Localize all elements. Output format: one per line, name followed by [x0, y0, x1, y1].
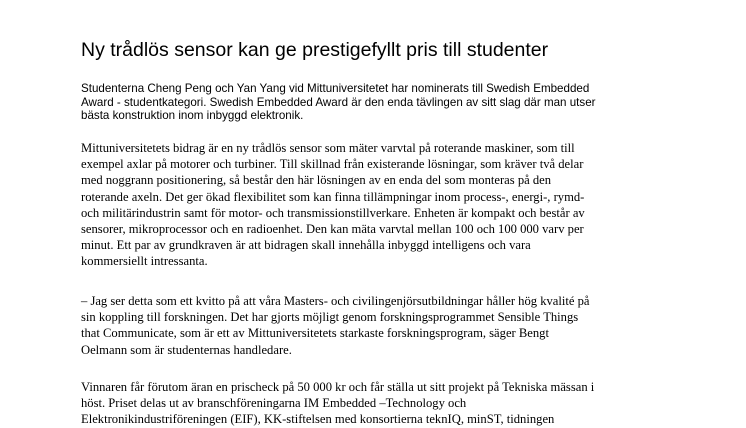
paragraph-line: that Communicate, som är ett av Mittuniversitetets starkaste forskningsprogram, säger Bengt — [81, 326, 549, 341]
paragraph-line: höst. Priset delas ut av branschföreningarna IM Embedded –Technology och — [81, 396, 467, 411]
paragraph-line: Oelmann som är studenternas handledare. — [81, 342, 292, 357]
paragraph-line: kommersiellt intressanta. — [81, 254, 208, 269]
paragraph-line: exempel axlar på motorer och turbiner. Till skillnad från existerande lösningar, som kräver två delar — [81, 157, 584, 172]
paragraph-line: och militärindustrin samt för motor- och transmissionstillverkare. Enheten är kompakt och består av — [81, 205, 585, 220]
paragraph-line: roterande axeln. Det ger ökad flexibilitet som kan finna tillämpningar inom process-, energi-, rymd- — [81, 189, 585, 204]
paragraph-line: – Jag ser detta som ett kvitto på att våra Masters- och civilingenjörsutbildningar håller hög kvalité på — [81, 294, 590, 308]
paragraph-line: sensorer, mikroprocessor och en radioenhet. Den kan mäta varvtal mellan 100 och 100 000 varv per — [81, 222, 584, 237]
paragraph-line: minut. Ett par av grundkraven är att bidragen skall innehålla inbyggd intelligens och vara — [81, 238, 531, 253]
article-title: Ny trådlös sensor kan ge prestigefyllt pris till studenter — [81, 39, 549, 61]
lead-paragraph — [81, 82, 661, 123]
paragraph-line: Vinnaren får förutom äran en prischeck på 50 000 kr och får ställa ut sitt projekt på Tekniska mässan i — [81, 380, 595, 394]
paragraph-line: med noggrann positionering, så består den här lösningen av en enda del som monteras på den — [81, 173, 552, 188]
paragraph-line: Elektronikindustriföreningen (EIF), KK-stiftelsen med konsortierna teknIQ, minST, tidningen — [81, 412, 555, 427]
paragraph-line: Mittuniversitetets bidrag är en ny trådlös sensor som mäter varvtal på roterande maskiner, som till — [81, 141, 575, 155]
body-paragraph-1 — [81, 140, 681, 270]
lead-line: bästa konstruktion inom inbyggd elektronik. — [81, 109, 304, 122]
body-paragraph-2 — [81, 293, 681, 358]
lead-line: Studenterna Cheng Peng och Yan Yang vid Mittuniversitetet har nominerats till Swedish Embedded — [81, 82, 590, 95]
body-paragraph-3 — [81, 379, 681, 428]
paragraph-line: sin koppling till forskningen. Det har gjorts möjligt genom forskningsprogrammet Sensible Things — [81, 310, 579, 325]
lead-line: Award - studentkategori. Swedish Embedded Award är den enda tävlingen av sitt slag där man utser — [81, 95, 596, 109]
